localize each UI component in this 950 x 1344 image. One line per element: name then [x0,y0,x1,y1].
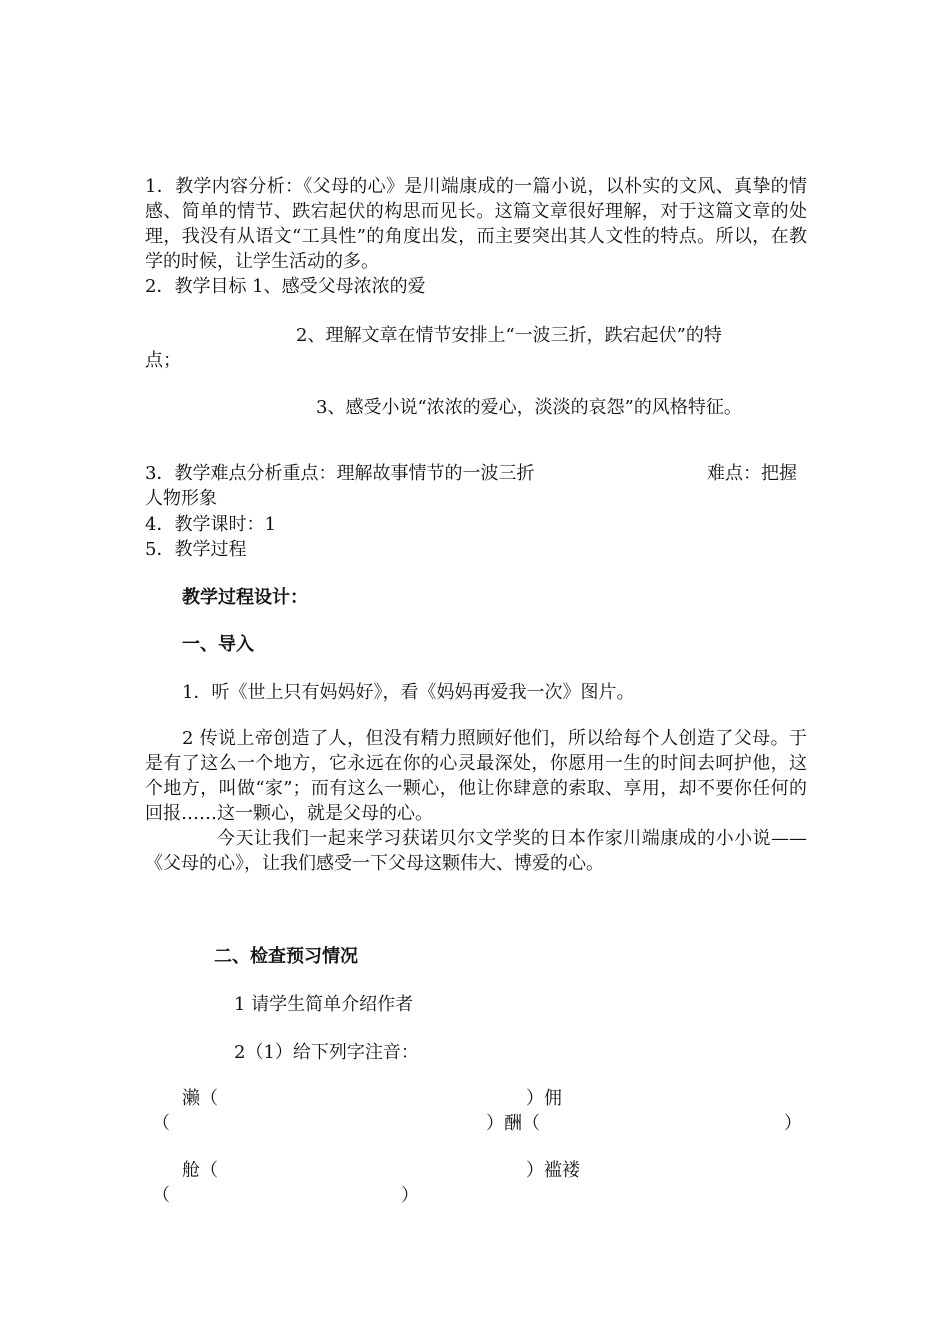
section-class-hours: 4．教学课时：1 [145,514,276,535]
preview-item-2: 2（1）给下列字注音： [234,1042,419,1063]
pinyin-word-5-open: （ [152,1185,170,1206]
intro-item-3: 今天让我们一起来学习获诺贝尔文学奖的日本作家川端康成的小小说——《父母的心》，让我们感受一下父母这颗伟大、博爱的心。 [145,828,807,874]
section-difficulty-hard: 难点：把握 [707,463,797,484]
section-teaching-goal-3: 3、感受小说“浓浓的爱心，淡淡的哀怨”的风格特征。 [316,397,742,418]
pinyin-word-2-close: ）酬（ [486,1113,540,1134]
section-teaching-goal-1: 2．教学目标 1、感受父母浓浓的爱 [145,276,426,297]
section-difficulty-hard-cont: 人物形象 [145,488,217,509]
pinyin-word-5-close: ） [401,1185,419,1206]
section-difficulty-key: 3．教学难点分析重点：理解故事情节的一波三折 [145,463,535,484]
pinyin-word-2-open: （ [152,1113,170,1134]
design-heading: 教学过程设计： [182,587,308,608]
pinyin-word-4: 舱（ [182,1160,218,1181]
preview-item-1: 1 请学生简单介绍作者 [234,994,414,1015]
section-teaching-goal-2: 2、理解文章在情节安排上“一波三折，跌宕起伏”的特 [296,325,722,346]
section-process: 5．教学过程 [145,539,247,560]
pinyin-word-1: 濑（ [182,1088,218,1109]
pinyin-word-4-close: ）褴褛 [526,1160,580,1181]
intro-item-1: 1．听《世上只有妈妈好》，看《妈妈再爱我一次》图片。 [182,682,635,703]
intro-heading: 一、导入 [182,634,254,655]
pinyin-word-3-close: ） [784,1113,802,1134]
preview-heading: 二、检查预习情况 [214,946,358,967]
section-teaching-analysis: 1．教学内容分析：《父母的心》是川端康成的一篇小说，以朴实的文风、真挚的情感、简单的情节、跌宕起伏的构思而见长。这篇文章很好理解，对于这篇文章的处理，我没有从语文“工具性”的角度出发，而主要突出其人文性的特点。所以，在教学的时候，让学生活动的多。 [145,176,807,272]
pinyin-word-1-close: ）佣 [526,1088,562,1109]
section-teaching-goal-2-cont: 点； [145,350,181,371]
intro-item-2: 2 传说上帝创造了人，但没有精力照顾好他们，所以给每个人创造了父母。于是有了这么一个地方，它永远在你的心灵最深处，你愿用一生的时间去呵护他，这个地方，叫做“家”；而有这么一颗心，他让你肆意的索取、享用，却不要你任何的回报……这一颗心，就是父母的心。 [145,728,807,824]
